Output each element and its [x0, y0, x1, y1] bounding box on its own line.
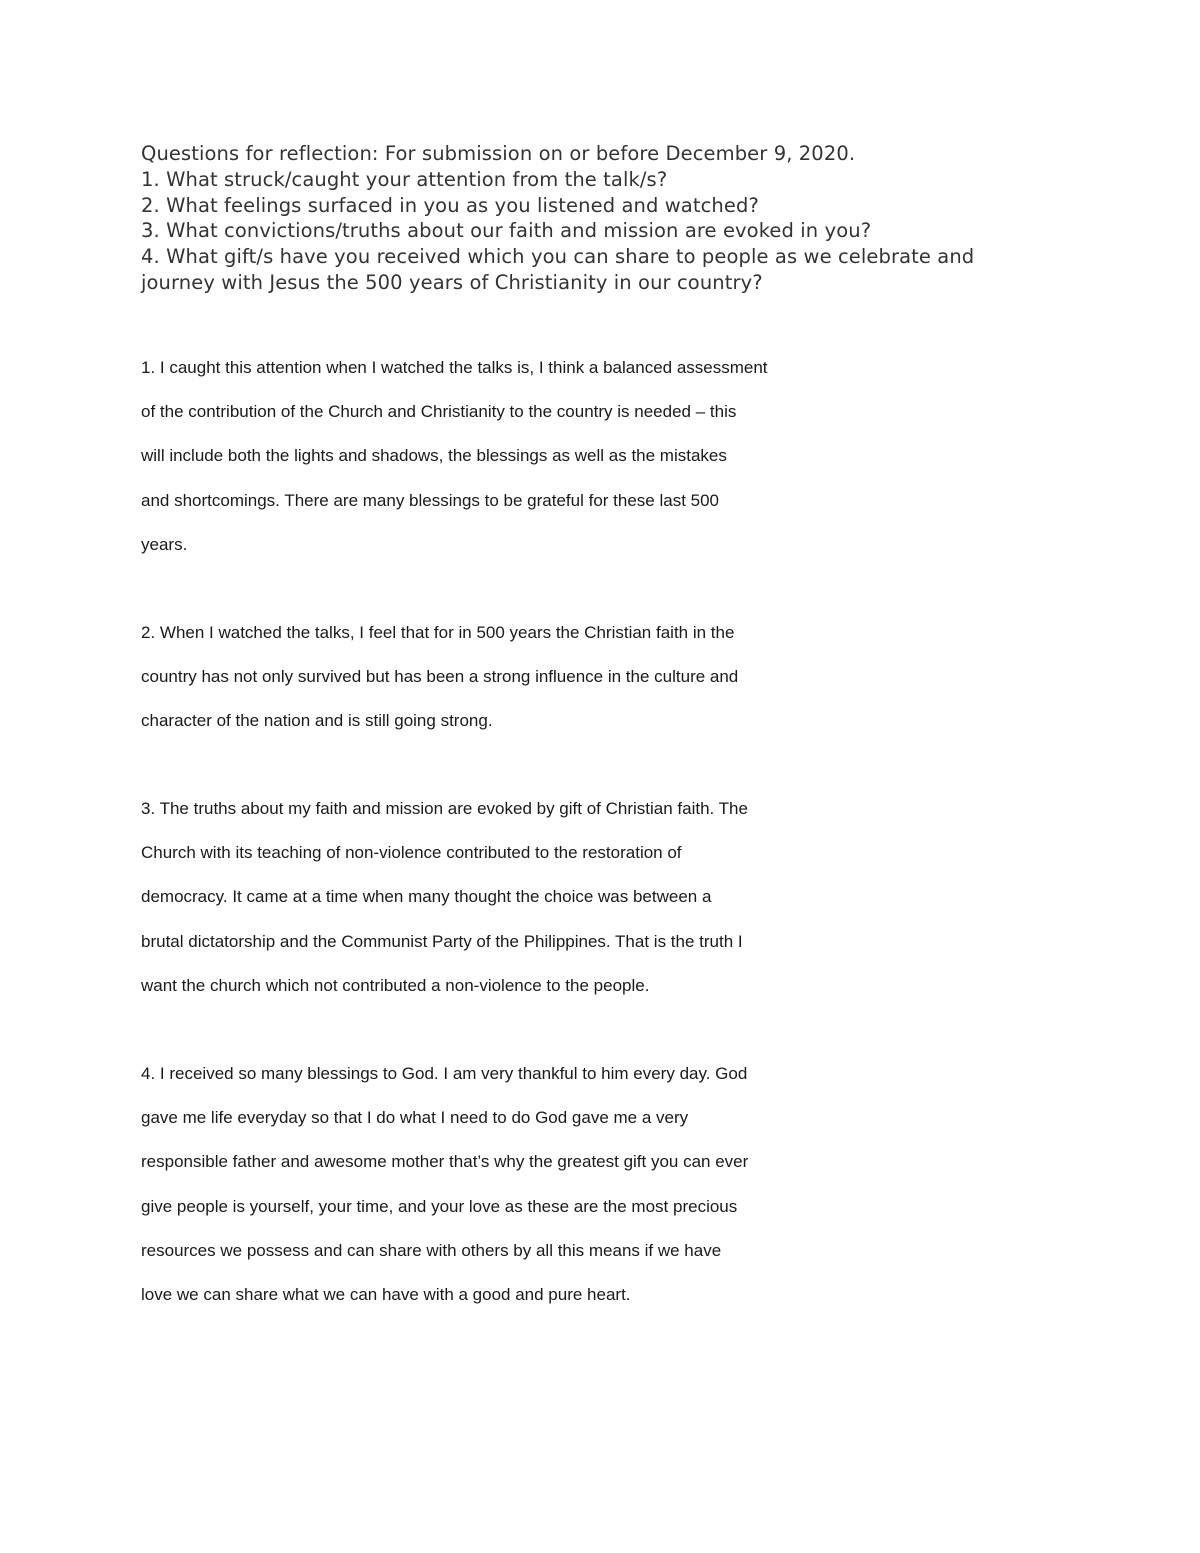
question-3: 3. What convictions/truths about our faith and mission are evoked in you?: [141, 219, 872, 243]
answer-4: [141, 1052, 901, 1317]
answer-2-line: character of the nation and is still going strong.: [141, 711, 493, 731]
answer-3-line: democracy. It came at a time when many thought the choice was between a: [141, 887, 712, 907]
answer-1-line: of the contribution of the Church and Christianity to the country is needed – this: [141, 402, 737, 422]
questions-block: [141, 141, 1071, 296]
answer-1-line: years.: [141, 534, 188, 554]
answer-3-line: want the church which not contributed a non-violence to the people.: [141, 975, 650, 995]
answer-2-line: country has not only survived but has been a strong influence in the culture and: [141, 667, 739, 687]
answer-3-line: brutal dictatorship and the Communist Party of the Philippines. That is the truth I: [141, 931, 743, 951]
question-4-line-2: journey with Jesus the 500 years of Christianity in our country?: [141, 270, 763, 294]
answer-3: [141, 787, 901, 1008]
answer-2-line: 2. When I watched the talks, I feel that for in 500 years the Christian faith in the: [141, 623, 735, 642]
answer-4-line: gave me life everyday so that I do what I need to do God gave me a very: [141, 1108, 689, 1128]
question-1: 1. What struck/caught your attention from the talk/s?: [141, 167, 668, 191]
answer-1-line: 1. I caught this attention when I watched the talks is, I think a balanced assessment: [141, 358, 768, 377]
answer-1-line: will include both the lights and shadows, the blessings as well as the mistakes: [141, 446, 727, 466]
answer-3-line: 3. The truths about my faith and mission are evoked by gift of Christian faith. The: [141, 799, 748, 818]
questions-heading: Questions for reflection: For submission on or before December 9, 2020.: [141, 142, 856, 165]
answer-4-line: 4. I received so many blessings to God. I am very thankful to him every day. God: [141, 1064, 748, 1083]
answer-4-line: resources we possess and can share with others by all this means if we have: [141, 1240, 722, 1260]
answer-1: [141, 346, 901, 567]
answer-4-line: give people is yourself, your time, and your love as these are the most precious: [141, 1196, 738, 1216]
answer-4-line: love we can share what we can have with a good and pure heart.: [141, 1285, 631, 1305]
question-4-line-1: 4. What gift/s have you received which you can share to people as we celebrate and: [141, 245, 975, 269]
answer-3-line: Church with its teaching of non-violence contributed to the restoration of: [141, 843, 682, 863]
answer-4-line: responsible father and awesome mother that’s why the greatest gift you can ever: [141, 1152, 749, 1172]
answer-1-line: and shortcomings. There are many blessings to be grateful for these last 500: [141, 490, 720, 510]
question-2: 2. What feelings surfaced in you as you listened and watched?: [141, 193, 759, 217]
answer-2: [141, 611, 901, 744]
